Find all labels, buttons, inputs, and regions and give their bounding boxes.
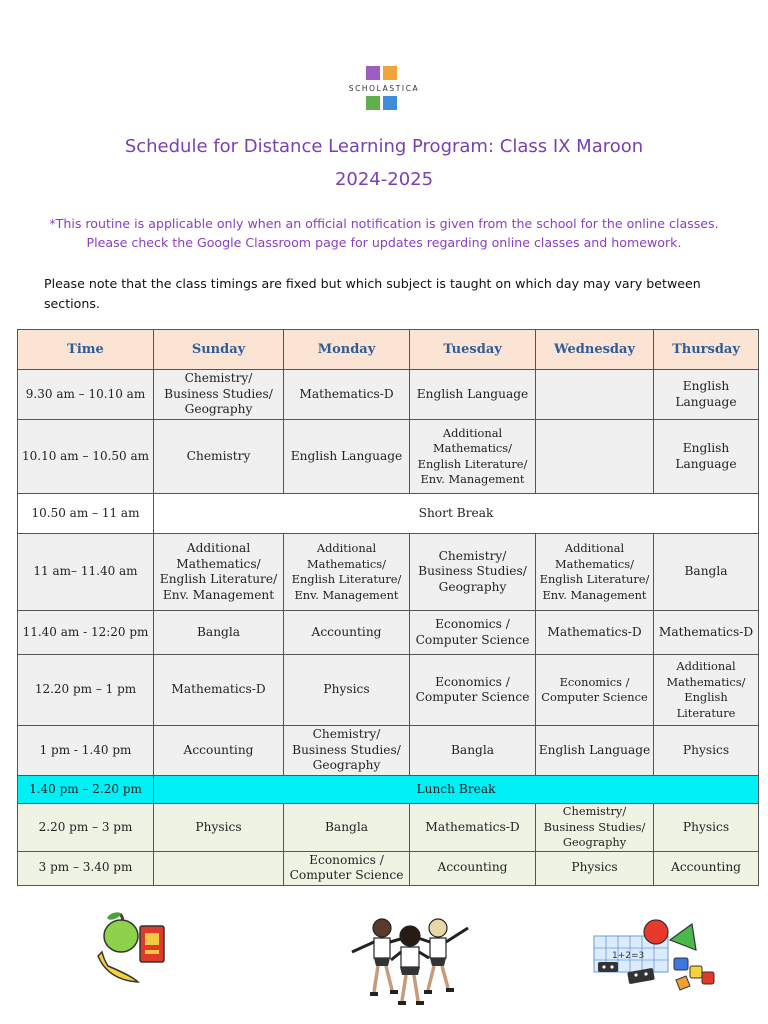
header-tuesday: Tuesday: [410, 330, 536, 370]
lunch-break-cell: Lunch Break: [154, 776, 759, 804]
class-cell: English Language: [284, 420, 410, 494]
table-row-lunch-break: [18, 776, 759, 804]
students-running-icon: [344, 910, 478, 1010]
class-cell: Additional Mathematics/ English Literature/ Env. Management: [410, 420, 536, 494]
class-cell: Bangla: [654, 534, 759, 611]
class-cell: Additional Mathematics/ English Literature/ Env. Management: [154, 534, 284, 611]
header-time: Time: [18, 330, 154, 370]
table-row-short-break: [18, 494, 759, 534]
class-cell: English Language: [654, 420, 759, 494]
class-cell: Bangla: [410, 726, 536, 776]
class-cell: Bangla: [154, 611, 284, 655]
table-row: [18, 804, 759, 852]
header-wednesday: Wednesday: [536, 330, 654, 370]
table-row: [18, 370, 759, 420]
class-cell: Bangla: [284, 804, 410, 852]
class-cell: [536, 420, 654, 494]
table-row: [18, 611, 759, 655]
svg-text:1+2=3: 1+2=3: [612, 951, 645, 961]
class-cell: Physics: [284, 655, 410, 726]
page-title: Schedule for Distance Learning Program: Class IX Maroon: [124, 136, 644, 157]
class-cell: Chemistry/ Business Studies/ Geography: [154, 370, 284, 420]
time-cell: 10.10 am – 10.50 am: [18, 420, 154, 494]
class-cell: Physics: [536, 851, 654, 885]
table-header-row: [18, 330, 759, 370]
time-cell: 11.40 am - 12:20 pm: [18, 611, 154, 655]
class-cell: Mathematics-D: [536, 611, 654, 655]
time-cell: 9.30 am – 10.10 am: [18, 370, 154, 420]
table-row: [18, 420, 759, 494]
class-cell: Additional Mathematics/ English Literature: [654, 655, 759, 726]
class-cell: Physics: [654, 726, 759, 776]
class-cell: Economics / Computer Science: [284, 851, 410, 885]
class-cell: Accounting: [284, 611, 410, 655]
class-cell: Economics / Computer Science: [536, 655, 654, 726]
table-row: [18, 851, 759, 885]
time-cell: 10.50 am – 11 am: [18, 494, 154, 534]
class-cell: Chemistry: [154, 420, 284, 494]
class-cell: Accounting: [410, 851, 536, 885]
class-cell: Accounting: [154, 726, 284, 776]
class-cell: Chemistry/ Business Studies/ Geography: [536, 804, 654, 852]
class-cell: Mathematics-D: [284, 370, 410, 420]
class-cell: Accounting: [654, 851, 759, 885]
class-cell: [536, 370, 654, 420]
header-thursday: Thursday: [654, 330, 759, 370]
class-cell: Physics: [154, 804, 284, 852]
logo-text: SCHOLASTICA: [348, 84, 420, 93]
time-cell: 2.20 pm – 3 pm: [18, 804, 154, 852]
class-cell: Economics / Computer Science: [410, 655, 536, 726]
time-cell: 11 am– 11.40 am: [18, 534, 154, 611]
school-logo: [338, 62, 430, 118]
time-cell: 1 pm - 1.40 pm: [18, 726, 154, 776]
schedule-table: [17, 329, 759, 886]
info-paragraph: Please note that the class timings are fixed but which subject is taught on which day may vary between sections.: [44, 276, 701, 311]
table-row: [18, 726, 759, 776]
class-cell: English Language: [654, 370, 759, 420]
class-cell: Additional Mathematics/ English Literature/ Env. Management: [284, 534, 410, 611]
time-cell: 12.20 pm – 1 pm: [18, 655, 154, 726]
header-monday: Monday: [284, 330, 410, 370]
header-sunday: Sunday: [154, 330, 284, 370]
math-shapes-icon: [592, 918, 720, 994]
page-subtitle-year: 2024-2025: [334, 169, 434, 190]
class-cell: Economics / Computer Science: [410, 611, 536, 655]
class-cell: Mathematics-D: [410, 804, 536, 852]
fruit-book-icon: [92, 908, 174, 990]
class-cell: Additional Mathematics/ English Literature/ Env. Management: [536, 534, 654, 611]
table-row: [18, 655, 759, 726]
class-cell: Mathematics-D: [654, 611, 759, 655]
time-cell: 3 pm – 3.40 pm: [18, 851, 154, 885]
class-cell: [154, 851, 284, 885]
class-cell: English Language: [536, 726, 654, 776]
time-cell: 1.40 pm – 2.20 pm: [18, 776, 154, 804]
class-cell: Chemistry/ Business Studies/ Geography: [410, 534, 536, 611]
table-row: [18, 534, 759, 611]
class-cell: Physics: [654, 804, 759, 852]
class-cell: English Language: [410, 370, 536, 420]
class-cell: Chemistry/ Business Studies/ Geography: [284, 726, 410, 776]
class-cell: Mathematics-D: [154, 655, 284, 726]
short-break-cell: Short Break: [154, 494, 759, 534]
notice-text: *This routine is applicable only when an official notification is given from the school for the online classes. Please check the Google Classroom page for updates regarding online classes and homework.: [49, 216, 719, 250]
